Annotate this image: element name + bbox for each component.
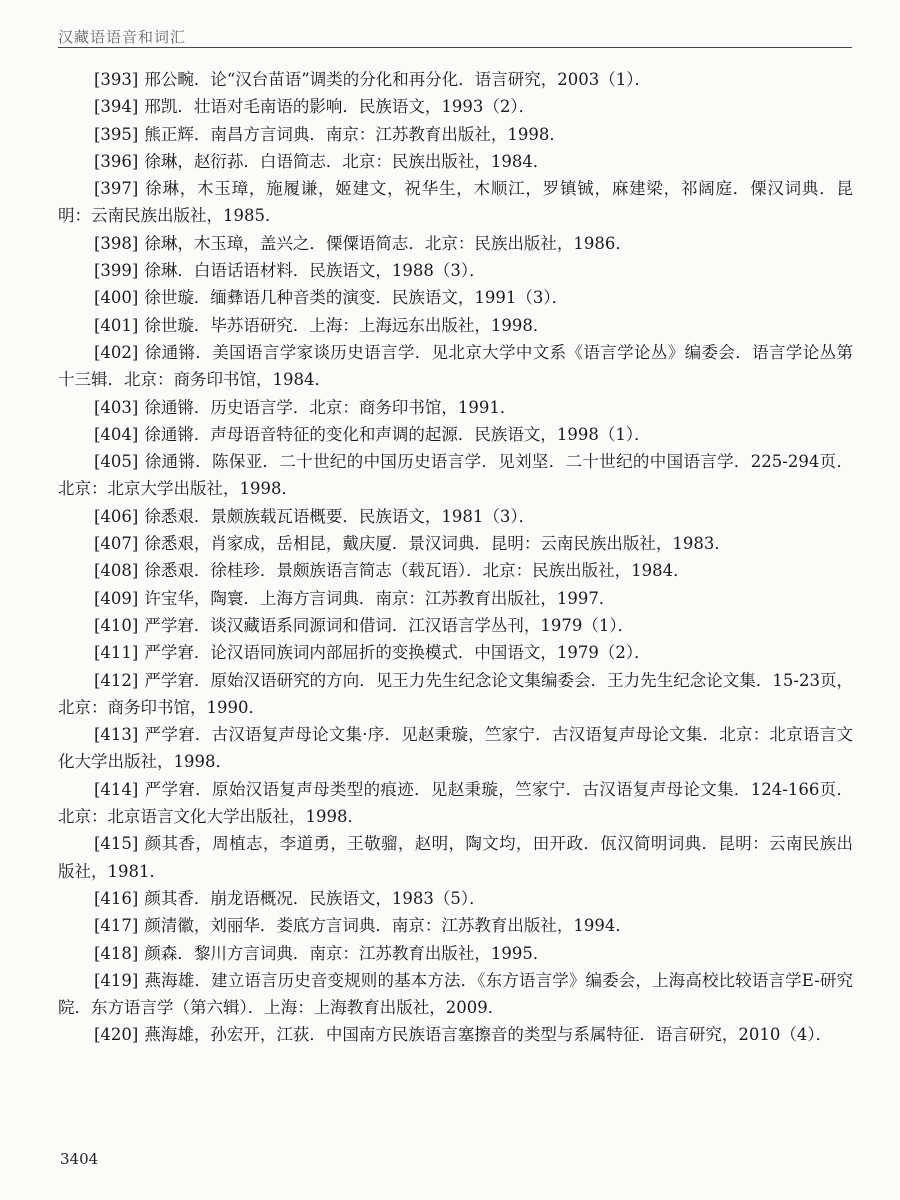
reference-text: 徐悉艰．景颇族载瓦语概要．民族语文，1981（3）．	[144, 506, 536, 526]
reference-text: 颜清徽，刘丽华．娄底方言词典．南京：江苏教育出版社，1994．	[144, 916, 632, 936]
reference-text: 严学宭．谈汉藏语系同源词和借词．江汉语言学丛刊，1979（1）．	[144, 615, 635, 635]
reference-entry	[58, 175, 853, 230]
reference-entry	[58, 639, 853, 666]
reference-number: [396]	[94, 151, 139, 171]
reference-text: 严学宭．古汉语复声母论文集·序．见赵秉璇，竺家宁．古汉语复声母论文集．北京：北京语言文化大学出版社，1998．	[58, 725, 853, 772]
reference-number: [407]	[94, 534, 139, 554]
header-rule	[58, 47, 852, 48]
reference-text: 熊正辉．南昌方言词典．南京：江苏教育出版社，1998．	[144, 124, 566, 144]
reference-entry	[58, 776, 853, 831]
reference-number: [401]	[94, 315, 139, 335]
reference-text: 徐悉艰，肖家成，岳相昆，戴庆厦．景汉词典．昆明：云南民族出版社，1983．	[144, 534, 731, 554]
reference-text: 严学宭．原始汉语研究的方向．见王力先生纪念论文集编委会．王力先生纪念论文集．15-23页，北京：商务印书馆，1990．	[58, 670, 853, 717]
reference-number: [416]	[94, 888, 139, 908]
reference-text: 燕海雄，孙宏开，江荻．中国南方民族语言塞擦音的类型与系属特征．语言研究，2010（4）．	[144, 1025, 833, 1045]
reference-text: 燕海雄．建立语言历史音变规则的基本方法．《东方语言学》编委会，上海高校比较语言学E-研究院．东方语言学（第六辑）．上海：上海教育出版社，2009．	[58, 970, 853, 1018]
reference-text: 颜森．黎川方言词典．南京：江苏教育出版社，1995．	[144, 943, 550, 963]
reference-text: 徐琳，木玉璋，盖兴之．傈僳语简志．北京：民族出版社，1986．	[144, 233, 632, 253]
reference-entry	[58, 885, 853, 912]
reference-entry	[58, 257, 853, 284]
reference-number: [418]	[94, 943, 139, 963]
reference-text: 邢凯．壮语对毛南语的影响．民族语文，1993（2）．	[144, 97, 536, 117]
reference-entry	[58, 339, 853, 394]
reference-entry	[58, 421, 853, 448]
reference-entry	[58, 148, 853, 175]
reference-number: [406]	[94, 506, 139, 526]
reference-text: 徐琳．白语话语材料．民族语文，1988（3）．	[144, 261, 486, 281]
reference-entry	[58, 121, 853, 148]
reference-number: [412]	[94, 670, 139, 690]
reference-entry	[58, 830, 853, 885]
reference-text: 徐通锵．陈保亚．二十世纪的中国历史语言学．见刘坚．二十世纪的中国语言学．225-294页．北京：北京大学出版社，1998．	[58, 452, 853, 499]
reference-entry	[58, 612, 853, 639]
reference-text: 徐世璇．毕苏语研究．上海：上海远东出版社，1998．	[144, 315, 550, 335]
reference-entry	[58, 448, 853, 503]
reference-text: 徐琳，赵衍荪．白语简志．北京：民族出版社，1984．	[144, 151, 550, 171]
reference-number: [415]	[94, 834, 139, 854]
reference-text: 徐世璇．缅彝语几种音类的演变．民族语文，1991（3）．	[144, 288, 569, 308]
reference-text: 颜其香，周植志，李道勇，王敬骝，赵明，陶文均，田开政．佤汉简明词典．昆明：云南民族出版社，1981．	[58, 834, 853, 881]
reference-number: [419]	[94, 970, 139, 990]
reference-entry	[58, 530, 853, 557]
reference-number: [405]	[94, 452, 139, 472]
reference-entry	[58, 66, 853, 93]
reference-list	[58, 66, 853, 1049]
reference-text: 邢公畹．论“汉台苗语”调类的分化和再分化．语言研究，2003（1）．	[144, 70, 651, 89]
reference-text: 徐琳，木玉璋，施履谦，姬建文，祝华生，木顺江，罗镇铖，麻建梁，祁阔庭．傈汉词典．昆明：云南民族出版社，1985．	[58, 179, 853, 226]
reference-entry	[58, 394, 853, 421]
reference-entry	[58, 230, 853, 257]
reference-number: [411]	[94, 643, 139, 663]
reference-entry	[58, 93, 853, 120]
reference-number: [397]	[94, 179, 139, 199]
reference-entry	[58, 967, 853, 1022]
reference-number: [409]	[94, 588, 139, 608]
reference-number: [410]	[94, 615, 139, 635]
reference-number: [399]	[94, 261, 139, 281]
reference-number: [398]	[94, 233, 139, 253]
reference-entry	[58, 312, 853, 339]
reference-number: [413]	[94, 725, 139, 745]
reference-text: 徐通锵．美国语言学家谈历史语言学．见北京大学中文系《语言学论丛》编委会．语言学论丛第十三辑．北京：商务印书馆，1984．	[58, 342, 853, 390]
reference-entry	[58, 284, 853, 311]
reference-number: [417]	[94, 916, 139, 936]
reference-number: [394]	[94, 97, 139, 117]
page-number: 3404	[60, 1150, 99, 1168]
reference-text: 严学宭．原始汉语复声母类型的痕迹．见赵秉璇，竺家宁．古汉语复声母论文集．124-166页．北京：北京语言文化大学出版社，1998．	[58, 779, 853, 827]
running-head: 汉藏语语音和词汇	[58, 28, 187, 46]
reference-text: 徐悉艰．徐桂珍．景颇族语言简志（载瓦语）．北京：民族出版社，1984．	[144, 561, 690, 581]
reference-entry	[58, 557, 853, 584]
reference-text: 许宝华，陶寰．上海方言词典．南京：江苏教育出版社，1997．	[144, 588, 616, 608]
reference-entry	[58, 503, 853, 530]
reference-text: 严学宭．论汉语同族词内部屈折的变换模式．中国语文，1979（2）．	[144, 643, 651, 663]
reference-number: [404]	[94, 424, 139, 444]
reference-number: [408]	[94, 561, 139, 581]
reference-entry	[58, 667, 853, 722]
reference-text: 徐通锵．声母语音特征的变化和声调的起源．民族语文，1998（1）．	[144, 424, 651, 444]
reference-number: [414]	[94, 779, 139, 799]
reference-text: 颜其香．崩龙语概况．民族语文，1983（5）．	[144, 888, 486, 908]
reference-entry	[58, 721, 853, 776]
reference-number: [400]	[94, 288, 139, 308]
reference-number: [395]	[94, 124, 139, 144]
reference-number: [403]	[94, 397, 139, 417]
reference-entry	[58, 940, 853, 967]
reference-entry	[58, 585, 853, 612]
reference-entry	[58, 1021, 853, 1048]
reference-entry	[58, 912, 853, 939]
reference-number: [420]	[94, 1025, 139, 1045]
reference-number: [402]	[94, 342, 139, 362]
reference-text: 徐通锵．历史语言学．北京：商务印书馆，1991．	[144, 397, 517, 417]
reference-number: [393]	[94, 70, 139, 89]
